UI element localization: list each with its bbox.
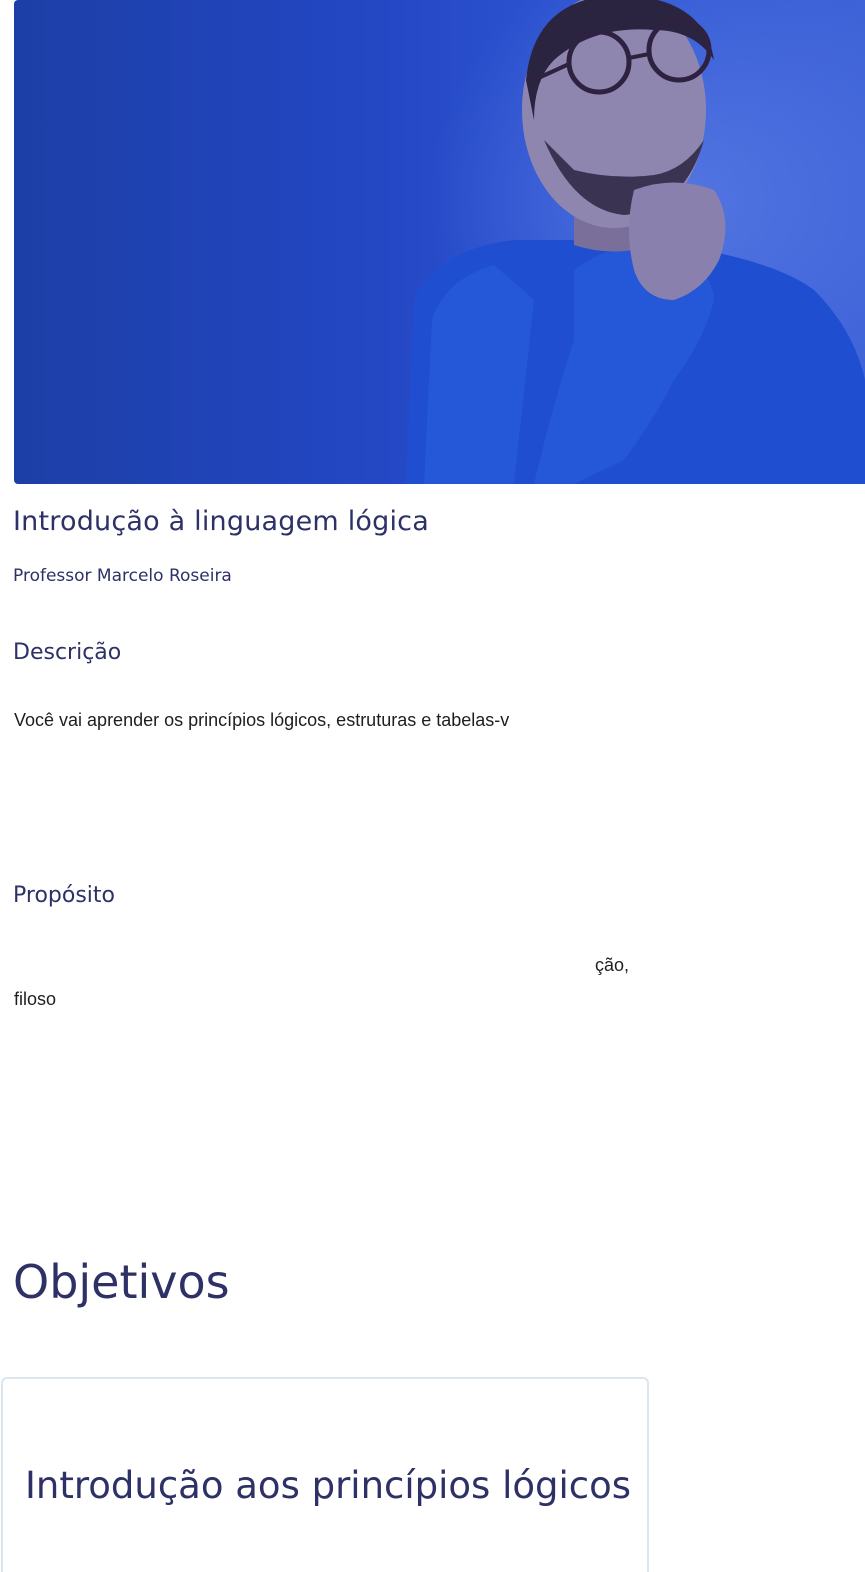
course-author: Professor Marcelo Roseira <box>13 566 232 586</box>
thinking-man-photo-icon <box>14 0 865 484</box>
course-title: Introdução à linguagem lógica <box>13 506 429 537</box>
objective-card[interactable] <box>1 1377 649 1572</box>
description-text: Você vai aprender os princípios lógicos, estruturas e tabelas-v <box>14 710 510 730</box>
objective-card-title: Introdução aos princípios lógicos <box>25 1464 632 1507</box>
purpose-heading: Propósito <box>13 883 115 908</box>
description-heading: Descrição <box>13 640 122 665</box>
objectives-heading: Objetivos <box>13 1255 230 1309</box>
purpose-text-line1: ção, <box>595 955 630 975</box>
purpose-text-line2: filoso <box>14 989 57 1009</box>
hero-banner <box>14 0 865 484</box>
